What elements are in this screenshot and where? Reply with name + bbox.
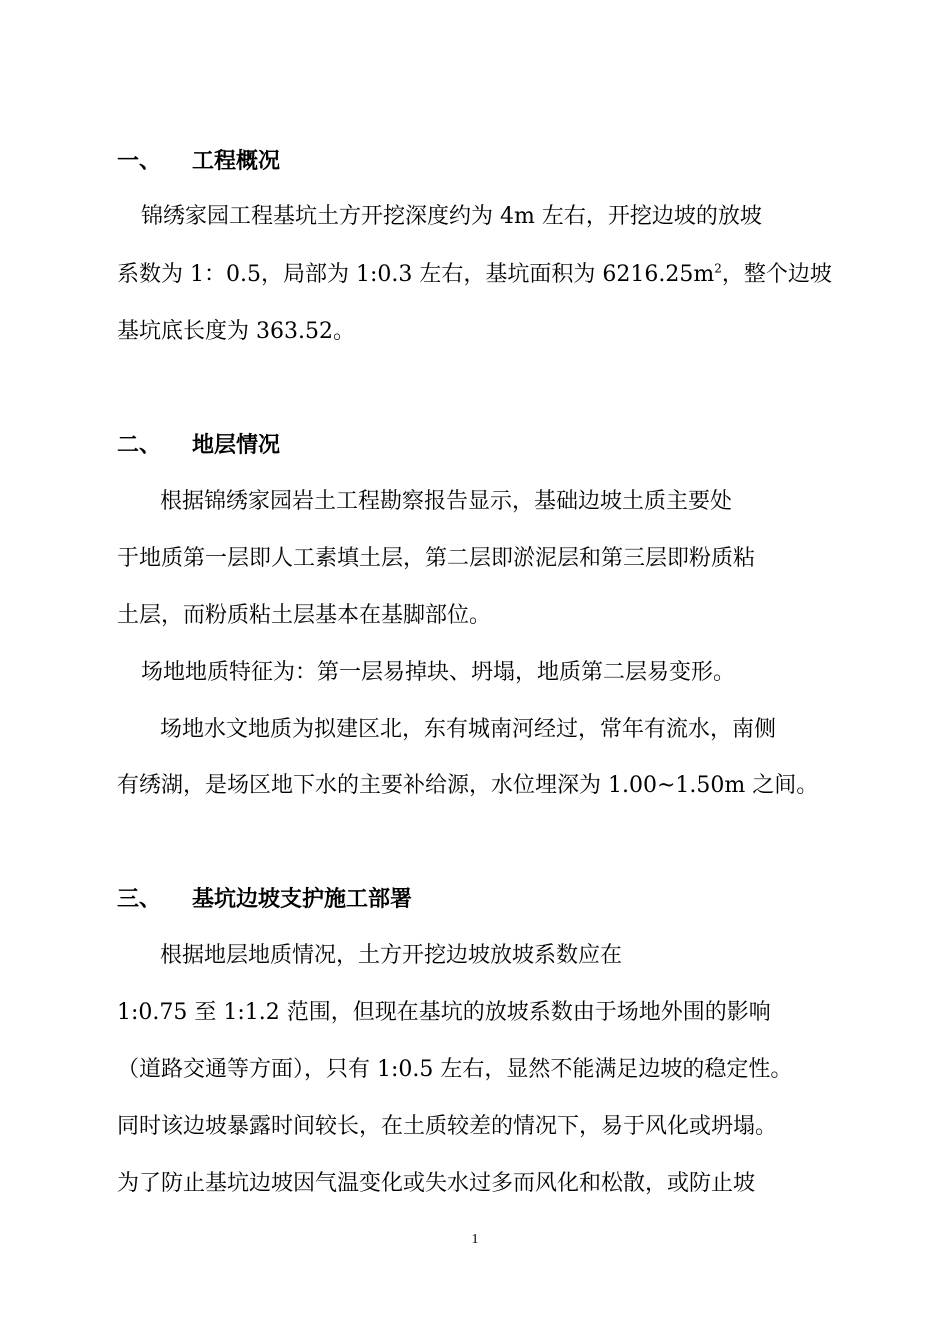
section-3-number: 三、 <box>117 886 162 912</box>
paragraph-line: 同时该边坡暴露时间较长，在土质较差的情况下，易于风化或坍塌。 <box>117 1114 778 1139</box>
page-number: 1 <box>471 1232 479 1247</box>
paragraph-line: 1:0.75 至 1:1.2 范围，但现在基坑的放坡系数由于场地外围的影响 <box>117 1000 771 1025</box>
paragraph-line: （道路交通等方面），只有 1:0.5 左右，显然不能满足边坡的稳定性。 <box>117 1057 793 1082</box>
paragraph-line: 根据锦绣家园岩土工程勘察报告显示，基础边坡土质主要处 <box>160 489 733 514</box>
paragraph-line <box>117 260 832 290</box>
paragraph-line: 场地地质特征为：第一层易掉块、坍塌，地质第二层易变形。 <box>141 660 736 685</box>
area-text-after: ，整个边坡 <box>721 262 832 287</box>
paragraph-line: 根据地层地质情况，土方开挖边坡放坡系数应在 <box>160 943 623 968</box>
section-1-title: 工程概况 <box>192 148 281 174</box>
paragraph-line: 基坑底长度为 363.52。 <box>117 319 355 344</box>
section-1-heading <box>117 146 280 176</box>
area-superscript: 2 <box>714 261 722 276</box>
section-2-title: 地层情况 <box>192 432 281 458</box>
paragraph-line: 场地水文地质为拟建区北，东有城南河经过，常年有流水，南侧 <box>160 717 777 742</box>
section-2-heading <box>117 430 280 460</box>
paragraph-line: 有绣湖，是场区地下水的主要补给源，水位埋深为 1.00~1.50m 之间。 <box>117 773 819 798</box>
section-3-title: 基坑边坡支护施工部署 <box>192 886 413 912</box>
paragraph-line: 于地质第一层即人工素填土层，第二层即淤泥层和第三层即粉质粘 <box>117 546 756 571</box>
paragraph-line: 锦绣家园工程基坑土方开挖深度约为 4m 左右，开挖边坡的放坡 <box>141 204 762 229</box>
paragraph-line: 为了防止基坑边坡因气温变化或失水过多而风化和松散，或防止坡 <box>117 1171 756 1196</box>
section-1-number: 一、 <box>117 148 162 174</box>
section-3-heading <box>117 884 412 914</box>
section-2-number: 二、 <box>117 432 162 458</box>
area-text-before: 系数为 1：0.5，局部为 1:0.3 左右，基坑面积为 6216.25m <box>117 262 715 287</box>
paragraph-line: 土层，而粉质粘土层基本在基脚部位。 <box>117 603 492 628</box>
